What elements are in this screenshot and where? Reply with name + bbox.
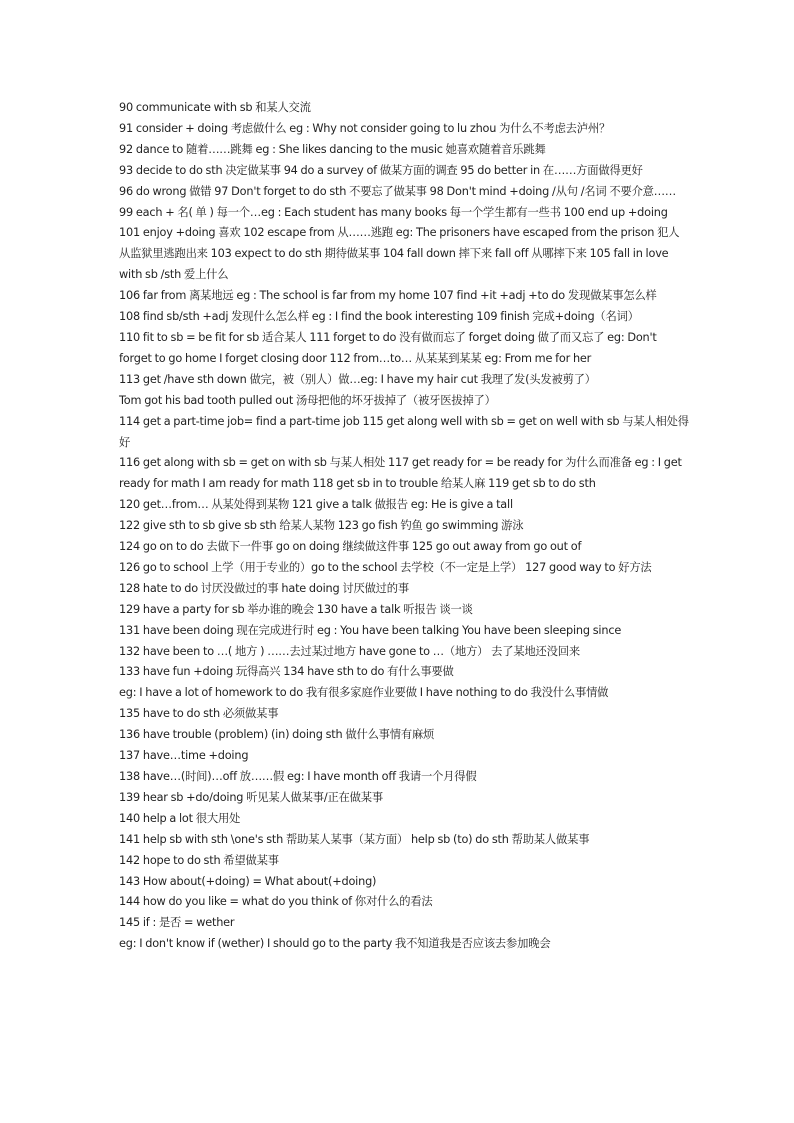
- text-line: 140 help a lot 很大用处: [119, 811, 241, 825]
- text-line: 138 have…(时间)…off 放……假 eg: I have month off 我请一个月得假: [119, 770, 477, 783]
- text-line: 141 help sb with sth \one's sth 帮助某人某事（某方面） help sb (to) do sth 帮助某人做某事: [119, 832, 590, 846]
- text-line: 110 fit to sb = be fit for sb 适合某人 111 forget to do 没有做而忘了 forget doing 做了而又忘了 eg: Don't forget to go home I forget closing door 112 from…to… 从某某到某某 eg: From me for her: [119, 330, 657, 365]
- text-line: 93 decide to do sth 决定做某事 94 do a survey of 做某方面的调查 95 do better in 在……方面做得更好: [119, 163, 643, 177]
- text-line: Tom got his bad tooth pulled out 汤母把他的坏牙拔掉了（被牙医拔掉了）: [119, 393, 496, 407]
- text-line: 92 dance to 随着……跳舞 eg : She likes dancing to the music 她喜欢随着音乐跳舞: [119, 142, 546, 156]
- text-line: 137 have…time +doing: [119, 749, 249, 763]
- text-line: 113 get /have sth down 做完，被（别人）做…eg: I have my hair cut 我理了发(头发被剪了）: [119, 372, 596, 386]
- text-line: 108 find sb/sth +adj 发现什么怎么样 eg : I find the book interesting 109 finish 完成+doing（名词）: [119, 310, 639, 324]
- text-line: 129 have a party for sb 举办谁的晚会 130 have a talk 听报告 谈一谈: [119, 602, 473, 616]
- document-body: [119, 98, 689, 955]
- text-line: 101 enjoy +doing 喜欢 102 escape from 从……逃跑 eg: The prisoners have escaped from the prison 犯人从监狱里逃跑出来 103 expect to do sth 期待做某事 104 fall down 摔下来 fall off 从哪摔下来 105 fall in love with sb /sth 爱上什么: [119, 226, 680, 282]
- text-line: 128 hate to do 讨厌没做过的事 hate doing 讨厌做过的事: [119, 581, 409, 595]
- text-line: 120 get…from… 从某处得到某物 121 give a talk 做报告 eg: He is give a tall: [119, 498, 513, 512]
- text-line: 96 do wrong 做错 97 Don't forget to do sth 不要忘了做某事 98 Don't mind +doing /从句 /名词 不要介意……: [119, 184, 676, 198]
- text-line: 142 hope to do sth 希望做某事: [119, 853, 279, 867]
- text-line: 114 get a part-time job= find a part-time job 115 get along well with sb = get on well with sb 与某人相处得好: [119, 414, 689, 449]
- text-line: 133 have fun +doing 玩得高兴 134 have sth to do 有什么事要做: [119, 665, 454, 679]
- text-line: 144 how do you like = what do you think of 你对什么的看法: [119, 895, 433, 909]
- text-line: 145 if : 是否 = wether: [119, 916, 235, 930]
- text-line: 139 hear sb +do/doing 听见某人做某事/正在做某事: [119, 790, 383, 804]
- text-line: 143 How about(+doing) = What about(+doing): [119, 874, 377, 888]
- text-line: eg: I have a lot of homework to do 我有很多家庭作业要做 I have nothing to do 我没什么事情做: [119, 686, 609, 700]
- text-line: 132 have been to …( 地方 ) ……去过某过地方 have gone to …（地方） 去了某地还没回来: [119, 644, 580, 658]
- text-line: 106 far from 离某地远 eg : The school is far from my home 107 find +it +adj +to do 发现做某事怎么样: [119, 289, 657, 303]
- text-line: 116 get along with sb = get on with sb 与某人相处 117 get ready for = be ready for 为什么而准备 eg : I get ready for math I am ready for math 118 get sb in to trouble 给某人麻 119 get sb to do sth: [119, 456, 682, 491]
- text-line: 126 go to school 上学（用于专业的）go to the school 去学校（不一定是上学） 127 good way to 好方法: [119, 560, 652, 574]
- text-line: 124 go on to do 去做下一件事 go on doing 继续做这件事 125 go out away from go out of: [119, 540, 582, 554]
- text-line: 135 have to do sth 必须做某事: [119, 707, 279, 721]
- text-line: eg: I don't know if (wether) I should go to the party 我不知道我是否应该去参加晚会: [119, 937, 551, 951]
- text-line: 99 each + 名( 单 ) 每一个…eg : Each student has many books 每一个学生都有一些书 100 end up +doing: [119, 205, 668, 219]
- text-line: 131 have been doing 现在完成进行时 eg : You have been talking You have been sleeping since: [119, 623, 622, 637]
- text-line: 136 have trouble (problem) (in) doing sth 做什么事情有麻烦: [119, 728, 435, 742]
- text-line: 122 give sth to sb give sb sth 给某人某物 123 go fish 钓鱼 go swimming 游泳: [119, 519, 524, 533]
- text-line: 91 consider + doing 考虑做什么 eg : Why not consider going to lu zhou 为什么不考虑去泸州？: [119, 121, 611, 135]
- text-line: 90 communicate with sb 和某人交流: [119, 101, 311, 114]
